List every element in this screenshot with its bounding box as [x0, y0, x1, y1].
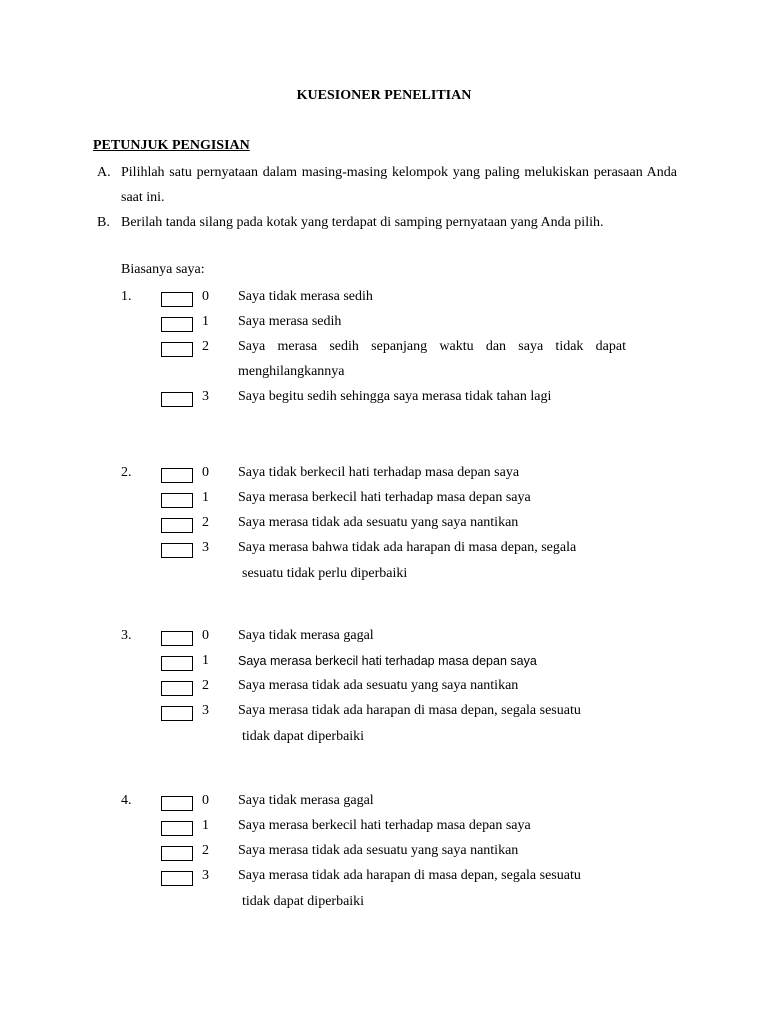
intro-text: Biasanya saya:	[121, 262, 205, 277]
question-number: 1.	[121, 289, 132, 304]
instruction-text: Pilihlah satu pernyataan dalam masing-masing kelompok yang paling melukiskan perasaan Anda saat ini.	[121, 165, 677, 205]
option-score: 1	[202, 314, 209, 329]
answer-checkbox[interactable]	[161, 518, 193, 533]
option-score: 0	[202, 793, 209, 808]
instruction-marker: B.	[97, 215, 110, 230]
option-text-continuation: tidak dapat diperbaiki	[242, 894, 365, 909]
option-text: Saya merasa berkecil hati terhadap masa depan saya	[238, 818, 531, 833]
answer-checkbox[interactable]	[161, 392, 193, 407]
option-score: 1	[202, 818, 209, 833]
answer-checkbox[interactable]	[161, 706, 193, 721]
answer-checkbox[interactable]	[161, 821, 193, 836]
option-row	[161, 540, 681, 560]
page-title: KUESIONER PENELITIAN	[296, 88, 472, 103]
option-score: 1	[202, 653, 209, 668]
option-row	[161, 628, 681, 648]
option-score: 0	[202, 289, 209, 304]
option-text-continuation: sesuatu tidak perlu diperbaiki	[242, 566, 408, 581]
option-text: Saya merasa tidak ada harapan di masa depan, segala sesuatu	[238, 868, 581, 883]
option-row	[161, 465, 681, 485]
option-row	[161, 793, 681, 813]
question-number: 4.	[121, 793, 132, 808]
option-score: 0	[202, 628, 209, 643]
question-number: 3.	[121, 628, 132, 643]
option-text: Saya tidak berkecil hati terhadap masa depan saya	[238, 465, 520, 480]
option-score: 3	[202, 868, 209, 883]
option-row	[161, 314, 681, 334]
answer-checkbox[interactable]	[161, 796, 193, 811]
option-text: Saya merasa berkecil hati terhadap masa depan saya	[238, 490, 531, 505]
option-text-continuation: menghilangkannya	[238, 364, 345, 379]
option-text: Saya merasa tidak ada sesuatu yang saya nantikan	[238, 678, 519, 693]
option-score: 3	[202, 703, 209, 718]
option-text: Saya merasa tidak ada sesuatu yang saya nantikan	[238, 843, 519, 858]
option-row	[161, 653, 681, 673]
answer-checkbox[interactable]	[161, 543, 193, 558]
option-score: 2	[202, 678, 209, 693]
answer-checkbox[interactable]	[161, 846, 193, 861]
option-text: Saya merasa berkecil hati terhadap masa depan saya	[238, 654, 537, 668]
option-text: Saya merasa bahwa tidak ada harapan di masa depan, segala	[238, 540, 577, 555]
option-row	[161, 868, 681, 888]
answer-checkbox[interactable]	[161, 631, 193, 646]
option-score: 3	[202, 540, 209, 555]
answer-checkbox[interactable]	[161, 317, 193, 332]
option-score: 1	[202, 490, 209, 505]
option-text: Saya merasa tidak ada harapan di masa depan, segala sesuatu	[238, 703, 581, 718]
option-row	[161, 678, 681, 698]
option-row	[161, 389, 681, 409]
option-text: Saya merasa sedih	[238, 314, 342, 329]
question-number: 2.	[121, 465, 132, 480]
option-row	[161, 818, 681, 838]
option-row	[161, 289, 681, 309]
option-score: 2	[202, 515, 209, 530]
instructions-heading: PETUNJUK PENGISIAN	[93, 138, 250, 153]
answer-checkbox[interactable]	[161, 871, 193, 886]
instruction-text: Berilah tanda silang pada kotak yang terdapat di samping pernyataan yang Anda pilih.	[121, 215, 604, 230]
answer-checkbox[interactable]	[161, 656, 193, 671]
answer-checkbox[interactable]	[161, 342, 193, 357]
option-text: Saya merasa sedih sepanjang waktu dan saya tidak dapat	[238, 339, 626, 354]
option-row	[161, 490, 681, 510]
option-score: 2	[202, 339, 209, 354]
option-row	[161, 515, 681, 535]
instruction-a	[97, 160, 677, 210]
option-text: Saya tidak merasa gagal	[238, 628, 374, 643]
option-row	[161, 339, 681, 359]
option-text: Saya tidak merasa gagal	[238, 793, 374, 808]
option-text-continuation: tidak dapat diperbaiki	[242, 729, 365, 744]
answer-checkbox[interactable]	[161, 292, 193, 307]
option-score: 3	[202, 389, 209, 404]
option-text: Saya merasa tidak ada sesuatu yang saya nantikan	[238, 515, 519, 530]
option-row	[161, 703, 681, 723]
instruction-marker: A.	[97, 165, 111, 180]
answer-checkbox[interactable]	[161, 493, 193, 508]
instruction-b	[97, 210, 677, 235]
answer-checkbox[interactable]	[161, 681, 193, 696]
option-score: 2	[202, 843, 209, 858]
option-text: Saya begitu sedih sehingga saya merasa tidak tahan lagi	[238, 389, 552, 404]
option-score: 0	[202, 465, 209, 480]
option-row	[161, 843, 681, 863]
option-text: Saya tidak merasa sedih	[238, 289, 373, 304]
answer-checkbox[interactable]	[161, 468, 193, 483]
